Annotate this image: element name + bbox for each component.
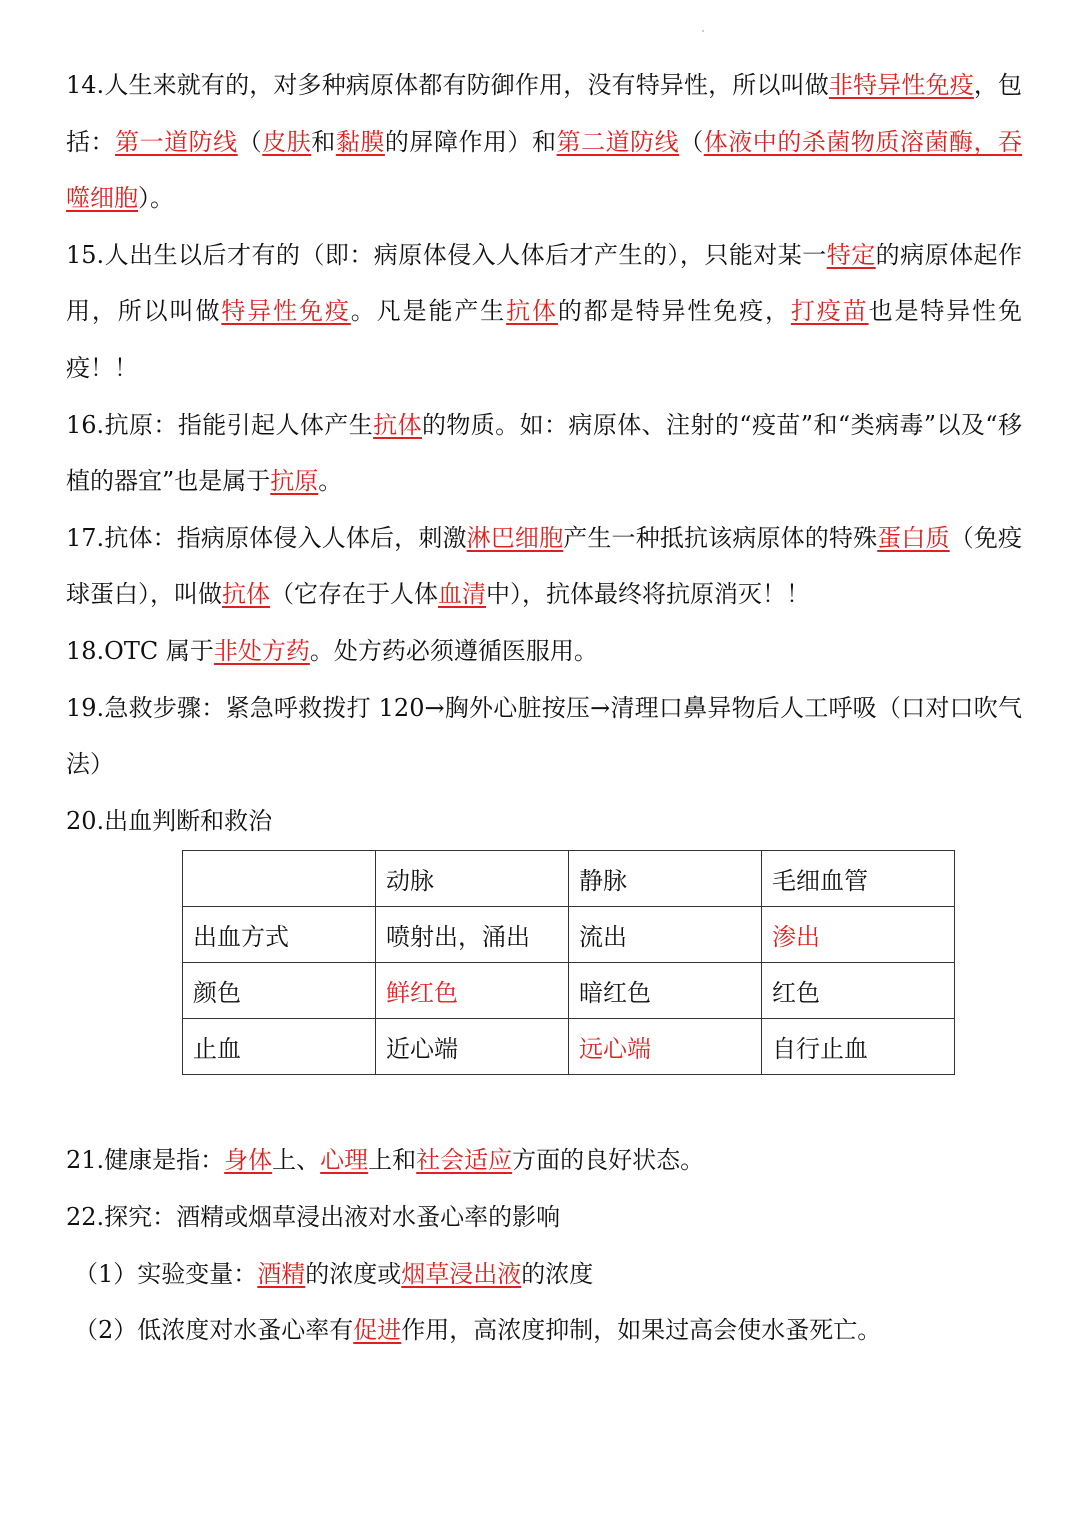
bleeding-table-wrap [182, 850, 1022, 1075]
table-cell: 出血方式 [183, 907, 376, 963]
item-22-2: （2）低浓度对水蚤心率有促进作用，高浓度抑制，如果过高会使水蚤死亡。 [74, 1316, 882, 1345]
item-18: 18.OTC 属于非处方药。处方药必须遵循医服用。 [66, 636, 598, 665]
table-cell: 颜色 [183, 963, 376, 1019]
table-cell: 远心端 [569, 1019, 762, 1075]
item-17: 17.抗体：指病原体侵入人体后，刺激淋巴细胞产生一种抵抗该病原体的特殊蛋白质（免疫球蛋白），叫做抗体（它存在于人体血清中），抗体最终将抗原消灭！！ [66, 523, 1023, 609]
spacer [66, 1075, 1022, 1132]
table-cell: 流出 [569, 907, 762, 963]
item-16: 16.抗原：指能引起人体产生抗体的物质。如：病原体、注射的“疫苗”和“类病毒”以及“移植的器宜”也是属于抗原。 [66, 410, 1022, 496]
item-14: 14.人生来就有的，对多种病原体都有防御作用，没有特异性，所以叫做非特异性免疫，包括：第一道防线（皮肤和黏膜的屏障作用）和第二道防线（体液中的杀菌物质溶菌酶，吞噬细胞）。 [66, 71, 1023, 213]
item-22: 22.探究：酒精或烟草浸出液对水蚤心率的影响 [66, 1202, 561, 1231]
table-cell: 近心端 [376, 1019, 569, 1075]
table-row [183, 907, 955, 963]
item-21: 21.健康是指：身体上、心理上和社会适应方面的良好状态。 [66, 1146, 705, 1175]
item-15: 15.人出生以后才有的（即：病原体侵入人体后才产生的），只能对某一特定的病原体起作用，所以叫做特异性免疫。凡是能产生抗体的都是特异性免疫，打疫苗也是特异性免疫！！ [66, 240, 1023, 382]
table-cell: 鲜红色 [376, 963, 569, 1019]
table-cell: 自行止血 [762, 1019, 955, 1075]
scan-dot [702, 30, 704, 32]
table-cell: 毛细血管 [762, 851, 955, 907]
table-cell: 静脉 [569, 851, 762, 907]
table-row [183, 963, 955, 1019]
notes-content [66, 57, 1022, 1359]
item-20: 20.出血判断和救治 [66, 806, 273, 835]
table-cell: 止血 [183, 1019, 376, 1075]
table-header-row [183, 851, 955, 907]
table-cell: 动脉 [376, 851, 569, 907]
table-cell: 暗红色 [569, 963, 762, 1019]
item-22-1: （1）实验变量：酒精的浓度或烟草浸出液的浓度 [74, 1259, 594, 1288]
bleeding-table [182, 850, 955, 1075]
table-cell: 渗出 [762, 907, 955, 963]
item-19: 19.急救步骤：紧急呼救拨打 120→胸外心脏按压→清理口鼻异物后人工呼吸（口对口吹气法） [66, 693, 1022, 779]
table-cell: 红色 [762, 963, 955, 1019]
table-row [183, 1019, 955, 1075]
table-cell: 喷射出，涌出 [376, 907, 569, 963]
table-cell [183, 851, 376, 907]
